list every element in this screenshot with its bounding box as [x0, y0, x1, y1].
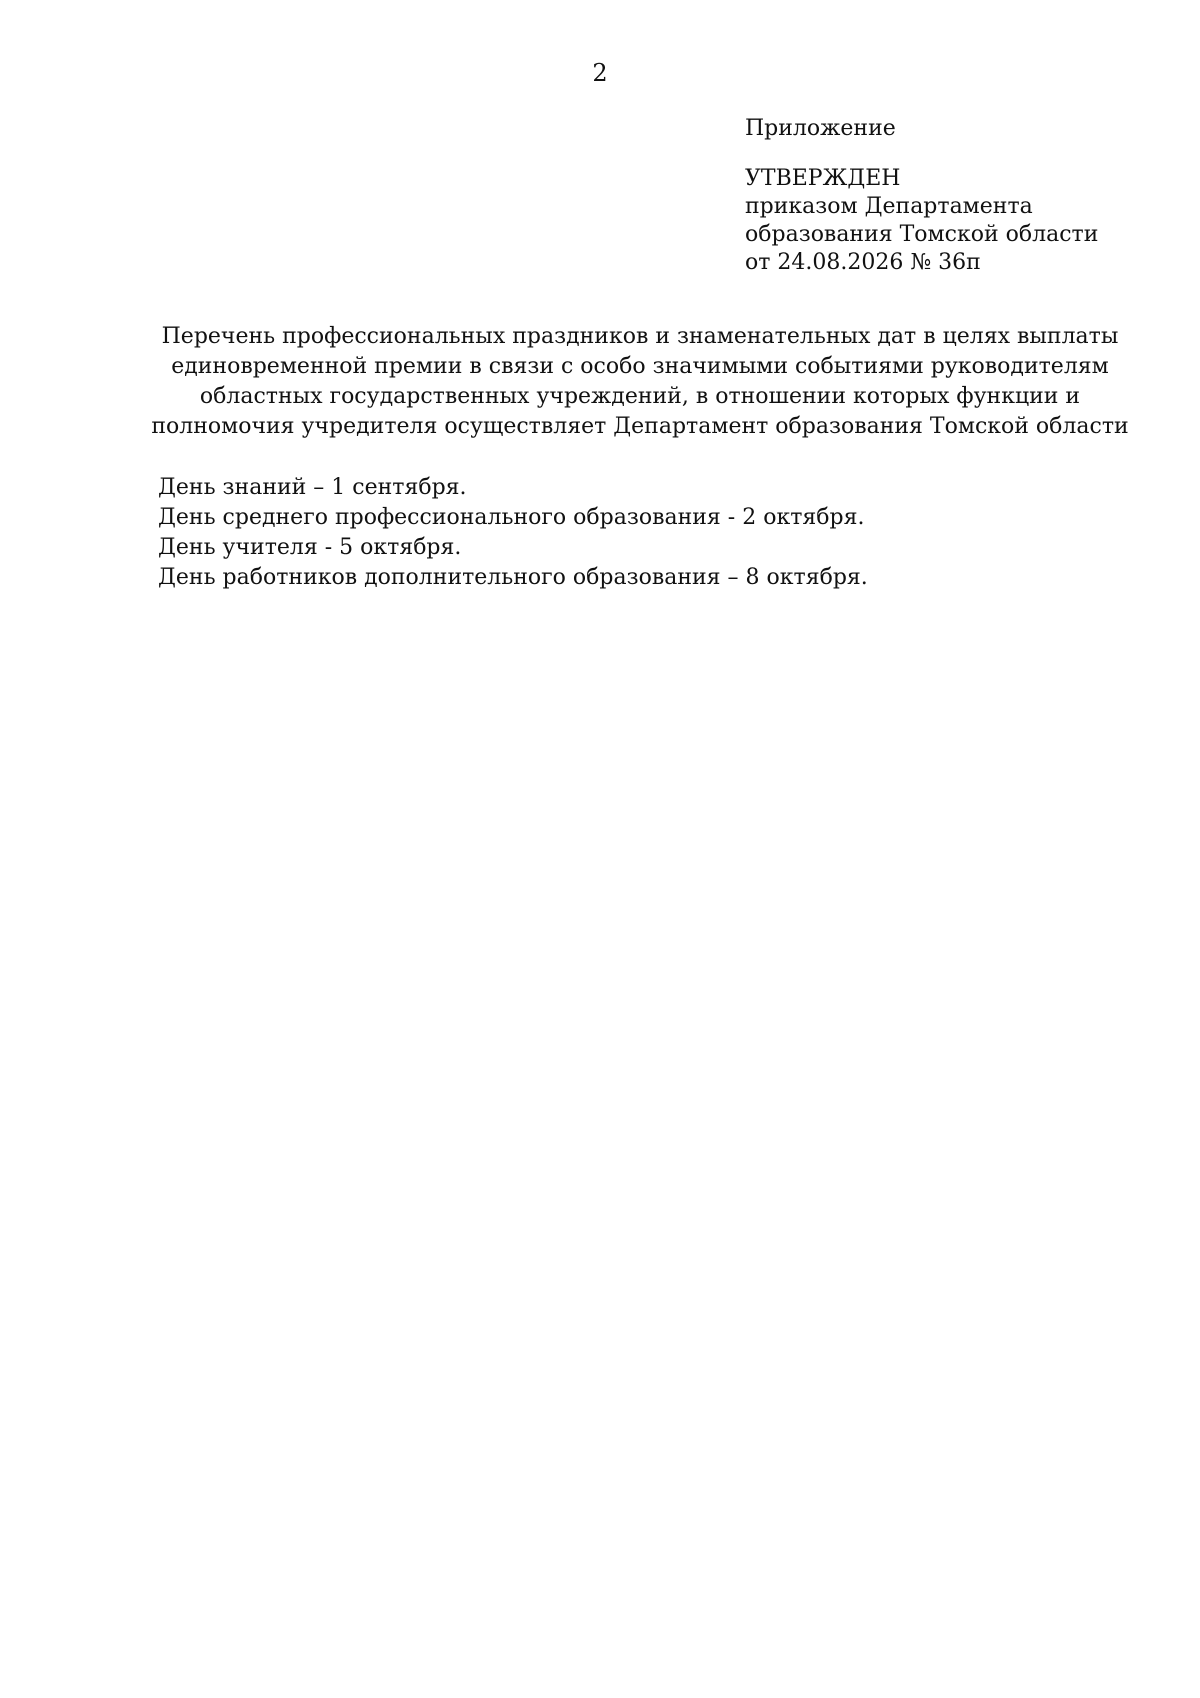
appendix-label: Приложение	[745, 116, 896, 141]
document-title	[150, 322, 1130, 442]
list-item: День работников дополнительного образования – 8 октября.	[158, 565, 868, 590]
approval-date-line: от 24.08.2026 № 36п	[745, 250, 981, 275]
list-item: День среднего профессионального образования - 2 октября.	[158, 505, 865, 530]
approval-department-line: образования Томской области	[745, 222, 1099, 247]
approval-stamp-block	[745, 115, 1165, 277]
title-line: единовременной премии в связи с особо значимыми событиями руководителям	[171, 354, 1109, 379]
approval-order-line: приказом Департамента	[745, 194, 1033, 219]
title-line: полномочия учредителя осуществляет Департамент образования Томской области	[151, 414, 1129, 439]
title-line: Перечень профессиональных праздников и знаменательных дат в целях выплаты	[161, 324, 1119, 349]
page-number: 2	[592, 59, 608, 87]
holidays-list	[158, 473, 1108, 593]
list-item: День учителя - 5 октября.	[158, 535, 462, 560]
approval-status: УТВЕРЖДЕН	[745, 166, 901, 191]
title-line: областных государственных учреждений, в отношении которых функции и	[199, 384, 1081, 409]
list-item: День знаний – 1 сентября.	[158, 475, 467, 500]
